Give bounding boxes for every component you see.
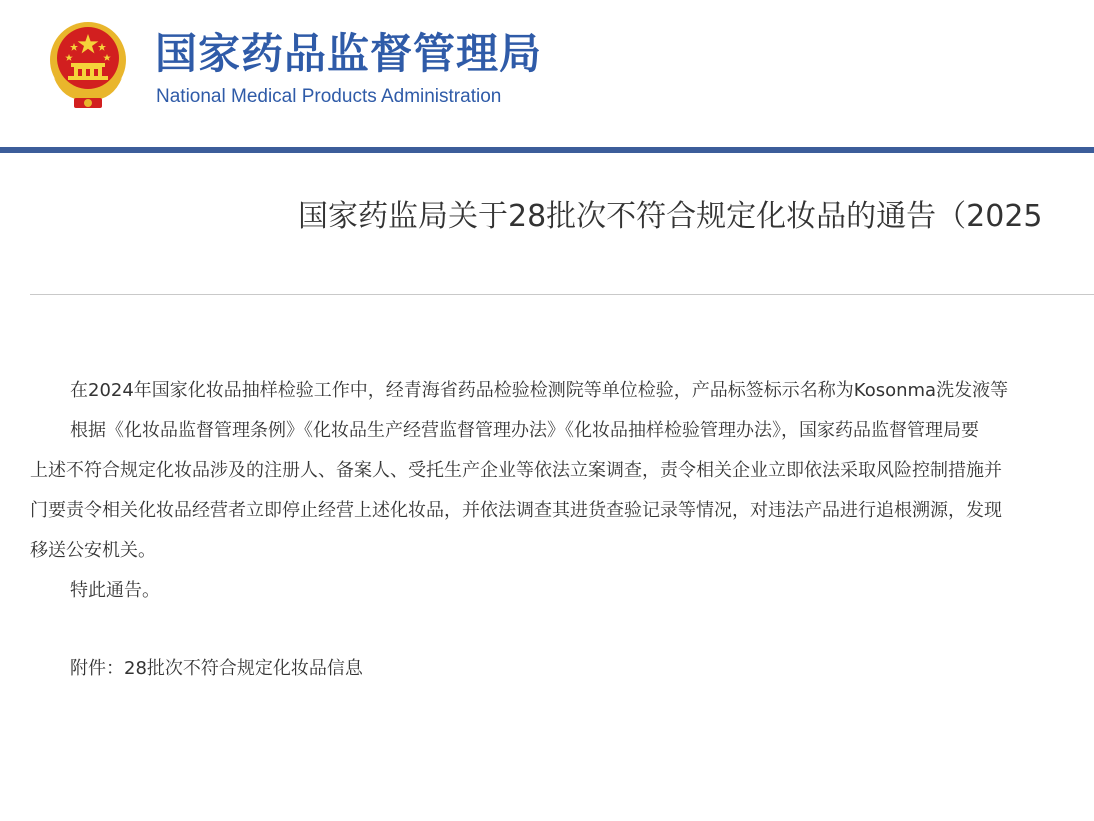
site-name-cn[interactable]: 国家药品监督管理局 (155, 29, 543, 78)
site-name-en[interactable]: National Medical Products Administration (156, 86, 502, 107)
article-title: 国家药监局关于28批次不符合规定化妆品的通告（2025 (298, 199, 1043, 234)
national-emblem-icon[interactable] (44, 18, 132, 110)
paragraph-line: 门要责令相关化妆品经营者立即停止经营上述化妆品，并依法调查其进货查验记录等情况，对违法产品进行追根溯源，发现 (30, 500, 1002, 521)
site-header (0, 0, 1094, 148)
spacer (30, 611, 1094, 649)
article (0, 153, 1094, 821)
paragraph-line: 上述不符合规定化妆品涉及的注册人、备案人、受托生产企业等依法立案调查，责令相关企业立即依法采取风险控制措施并 (30, 460, 1002, 481)
paragraph-line: 移送公安机关。 (30, 540, 156, 561)
paragraph-line: 在2024年国家化妆品抽样检验工作中，经青海省药品检验检测院等单位检验，产品标签标示名称为Kosonma洗发液等 (70, 380, 1009, 401)
attachment-row (30, 649, 1094, 689)
closing-line: 特此通告。 (70, 580, 160, 601)
attachment-link[interactable]: 附件：28批次不符合规定化妆品信息 (70, 658, 363, 679)
article-body (30, 371, 1094, 689)
title-divider (30, 294, 1094, 295)
paragraph-line: 根据《化妆品监督管理条例》《化妆品生产经营监督管理办法》《化妆品抽样检验管理办法》，国家药品监督管理局要 (70, 420, 979, 441)
